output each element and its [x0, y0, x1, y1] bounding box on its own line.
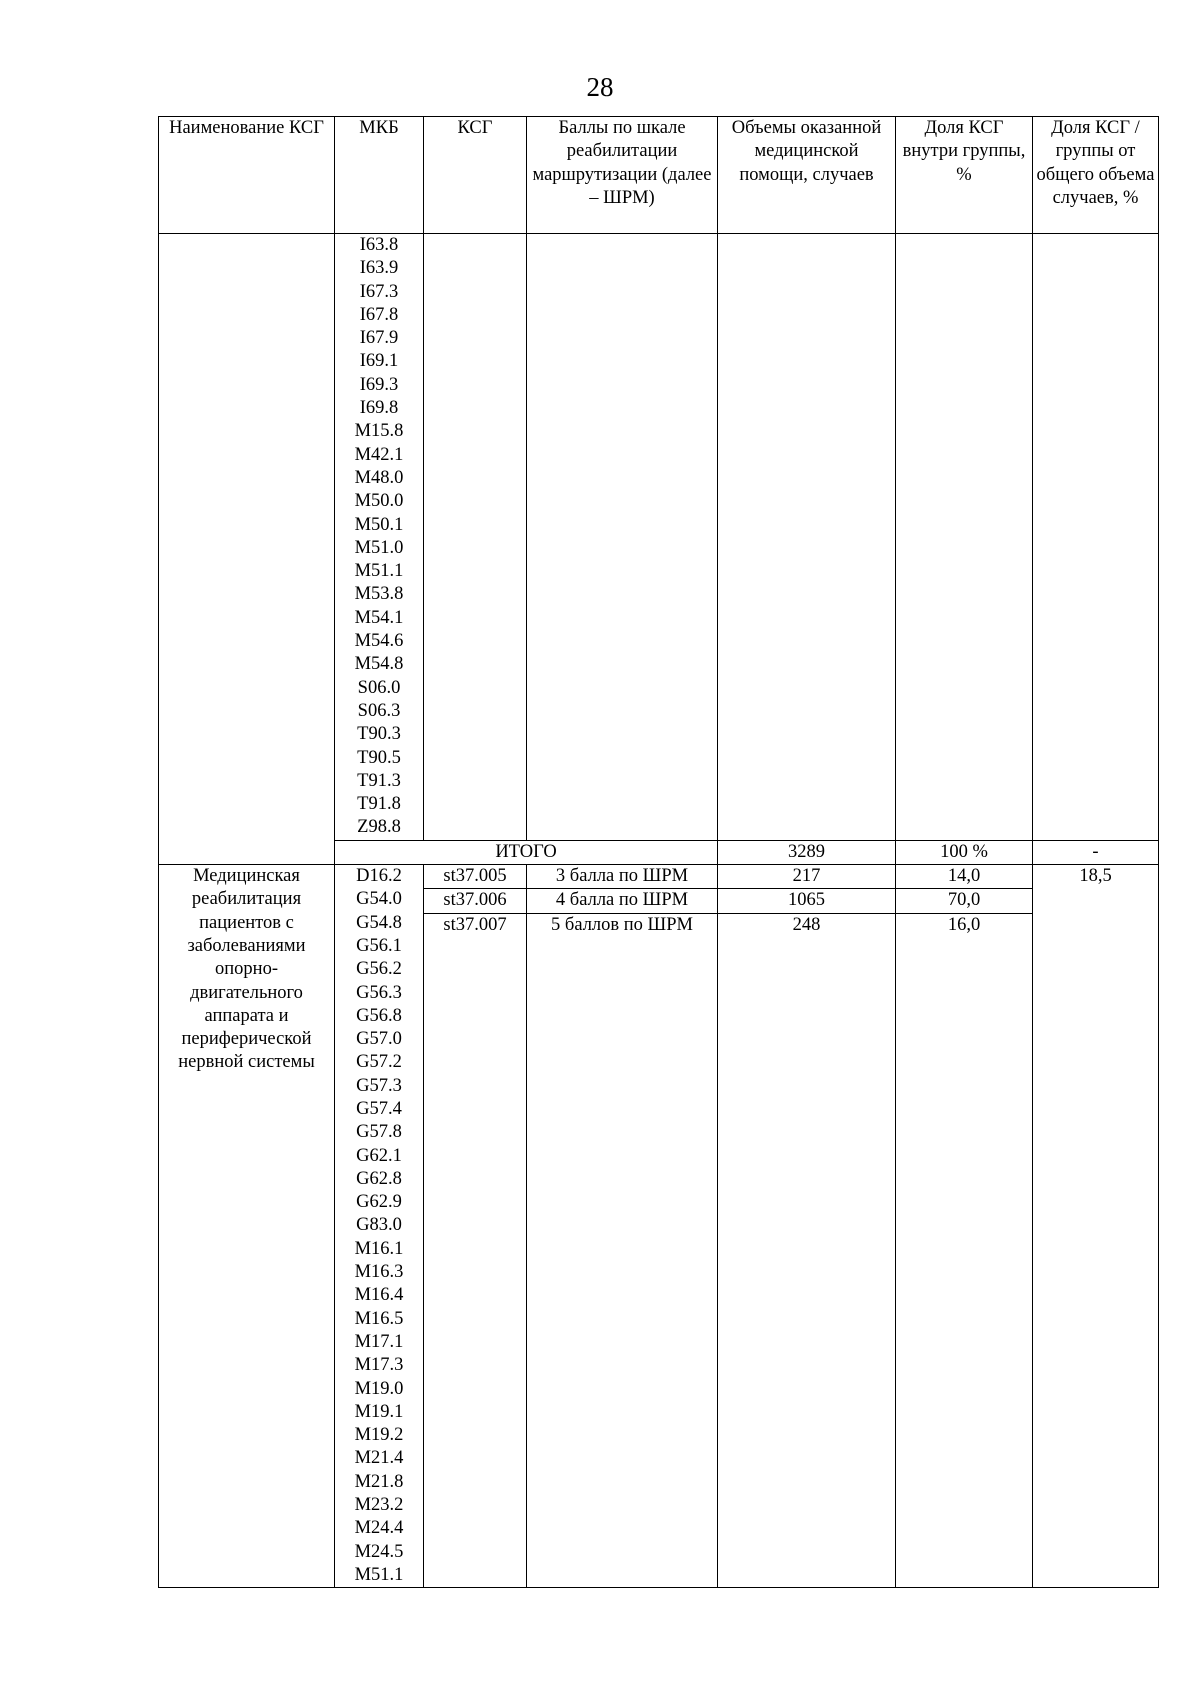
- list-line: периферической: [181, 1029, 312, 1050]
- group1-name-cell: [159, 234, 335, 865]
- list-line: M51.1: [354, 561, 404, 582]
- list-line: M54.6: [354, 631, 404, 652]
- list-line: M24.4: [354, 1518, 404, 1539]
- list-line: заболеваниями: [187, 935, 306, 956]
- list-line: M54.8: [354, 654, 404, 675]
- list-line: G62.8: [356, 1168, 402, 1189]
- header-ksg: КСГ: [424, 117, 527, 234]
- list-line: M19.0: [354, 1378, 404, 1399]
- header-score: Баллы по шкале реабилитации маршрутизации (далее – ШРМ): [527, 117, 718, 234]
- list-line: M54.1: [354, 607, 404, 628]
- list-line: I69.8: [359, 398, 399, 419]
- total-volume: 3289: [718, 840, 896, 864]
- list-line: M16.5: [354, 1308, 404, 1329]
- list-line: M21.4: [354, 1448, 404, 1469]
- list-line: T91.3: [357, 770, 401, 791]
- ksg-code: st37.007: [424, 913, 527, 1588]
- total-share: 100 %: [896, 840, 1033, 864]
- list-line: I63.8: [359, 235, 399, 255]
- list-line: D16.2: [356, 866, 402, 887]
- header-share-total: Доля КСГ / группы от общего объема случаев, %: [1033, 117, 1159, 234]
- header-row: [159, 117, 1159, 234]
- list-line: M48.0: [354, 467, 404, 488]
- group2-mkb-list: [335, 865, 424, 1588]
- group1-share-cell: [896, 234, 1033, 841]
- list-line: G56.3: [356, 982, 402, 1003]
- ksg-score: 3 балла по ШРМ: [527, 865, 718, 889]
- ksg-volume: 248: [718, 913, 896, 1588]
- ksg-share: 70,0: [896, 889, 1033, 913]
- list-line: M17.3: [354, 1355, 404, 1376]
- list-line: G62.1: [356, 1145, 402, 1166]
- list-line: G54.8: [356, 912, 402, 933]
- ksg-score: 4 балла по ШРМ: [527, 889, 718, 913]
- list-line: G57.3: [356, 1075, 402, 1096]
- list-line: M23.2: [354, 1495, 404, 1516]
- list-line: G54.0: [356, 889, 402, 910]
- list-line: G56.2: [356, 959, 402, 980]
- list-line: M50.1: [354, 514, 404, 535]
- list-line: нервной системы: [178, 1052, 315, 1073]
- ksg-share: 14,0: [896, 865, 1033, 889]
- list-line: M51.0: [354, 537, 404, 558]
- list-line: G57.4: [356, 1098, 402, 1119]
- group2-name: [159, 865, 335, 1588]
- list-line: G83.0: [356, 1215, 402, 1236]
- group1-volume-cell: [718, 234, 896, 841]
- header-mkb: МКБ: [335, 117, 424, 234]
- ksg-code: st37.005: [424, 865, 527, 889]
- group1-mkb-list: [335, 234, 424, 841]
- group2-share-total: 18,5: [1033, 865, 1159, 1588]
- list-line: I63.9: [359, 258, 399, 279]
- list-line: G57.8: [356, 1122, 402, 1143]
- group1-share-total-cell: [1033, 234, 1159, 841]
- list-line: S06.0: [357, 677, 401, 698]
- list-line: G57.0: [356, 1029, 402, 1050]
- ksg-volume: 1065: [718, 889, 896, 913]
- list-line: двигательного: [190, 982, 303, 1003]
- list-line: I67.3: [359, 281, 399, 302]
- group1-score-cell: [527, 234, 718, 841]
- total-label: ИТОГО: [335, 840, 718, 864]
- list-line: S06.3: [357, 700, 401, 721]
- list-line: M16.4: [354, 1285, 404, 1306]
- list-line: Медицинская: [193, 866, 300, 887]
- header-volume: Объемы оказанной медицинской помощи, случаев: [718, 117, 896, 234]
- list-line: G62.9: [356, 1192, 402, 1213]
- list-line: реабилитация: [191, 889, 302, 910]
- list-line: I67.8: [359, 304, 399, 325]
- page-number: 28: [586, 72, 614, 102]
- list-line: G56.1: [356, 935, 402, 956]
- list-line: Z98.8: [357, 817, 401, 838]
- ksg-score: 5 баллов по ШРМ: [527, 913, 718, 1588]
- list-line: M15.8: [354, 421, 404, 442]
- list-line: T91.8: [357, 794, 401, 815]
- list-line: M50.0: [354, 491, 404, 512]
- group1-codes-row: [159, 234, 1159, 841]
- header-name: Наименование КСГ: [159, 117, 335, 234]
- ksg-share: 16,0: [896, 913, 1033, 1588]
- list-line: M19.2: [354, 1425, 404, 1446]
- list-line: M16.1: [354, 1238, 404, 1259]
- list-line: M24.5: [354, 1541, 404, 1562]
- list-line: I69.1: [359, 351, 399, 372]
- ksg-table: [158, 116, 1159, 1588]
- list-line: аппарата и: [204, 1005, 289, 1026]
- header-share-in-group: Доля КСГ внутри группы, %: [896, 117, 1033, 234]
- group2-row-1: [159, 865, 1159, 889]
- list-line: I67.9: [359, 328, 399, 349]
- ksg-code: st37.006: [424, 889, 527, 913]
- list-line: I69.3: [359, 374, 399, 395]
- group1-ksg-cell: [424, 234, 527, 841]
- list-line: M42.1: [354, 444, 404, 465]
- list-line: M17.1: [354, 1331, 404, 1352]
- list-line: M51.1: [354, 1564, 404, 1585]
- list-line: G56.8: [356, 1005, 402, 1026]
- list-line: M53.8: [354, 584, 404, 605]
- list-line: опорно-: [215, 959, 278, 980]
- list-line: G57.2: [356, 1052, 402, 1073]
- list-line: M21.8: [354, 1471, 404, 1492]
- list-line: T90.3: [357, 724, 401, 745]
- ksg-volume: 217: [718, 865, 896, 889]
- list-line: пациентов с: [199, 912, 294, 933]
- list-line: M16.3: [354, 1262, 404, 1283]
- list-line: M19.1: [354, 1401, 404, 1422]
- total-share-total: -: [1033, 840, 1159, 864]
- list-line: T90.5: [357, 747, 401, 768]
